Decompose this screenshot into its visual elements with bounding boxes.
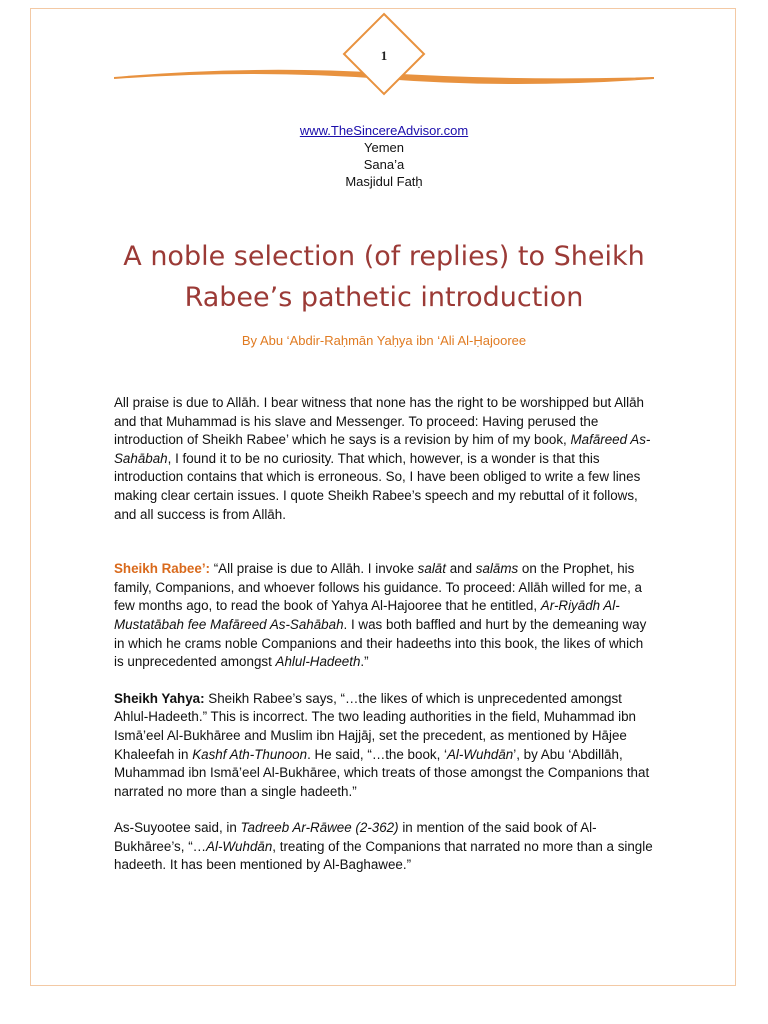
text-run: .” (360, 654, 369, 670)
title-line-1: A noble selection (of replies) to Sheikh (123, 241, 645, 272)
yahya-reply-paragraph (114, 690, 654, 802)
text-run: All praise is due to Allāh. I bear witness that none has the right to be worshipped but Allāh and that Muhammad is his slave and Messenger. To proceed: Having perused the introduction of Sheikh Rabee’ which he says is a revision by him of my book, (114, 395, 645, 448)
italic-term: Ahlul-Hadeeth (275, 654, 361, 670)
rabee-quote-paragraph (114, 560, 654, 672)
header-block (0, 122, 768, 190)
text-run: in mention of the said book of Al-Bukhāree’s, “… (114, 820, 597, 854)
text-run: on the Prophet, his family, Companions, and whoever follows his guidance. To proceed: Allāh willed for me, a few months ago, to read the book of Yahya Al-Hajooree that he entitled, (114, 561, 642, 614)
intro-paragraph (114, 394, 654, 524)
title-line-2: Rabee’s pathetic introduction (184, 282, 584, 313)
book-title: Al-Wuhdān (447, 746, 514, 762)
city-line: Sana’a (363, 157, 405, 172)
book-title: Tadreeb Ar-Rāwee (2-362) (240, 820, 399, 836)
italic-term: salāms (475, 561, 519, 577)
text-run: and (445, 561, 476, 577)
masjid-line: Masjidul Fatḥ (345, 174, 423, 189)
body-content (114, 394, 654, 893)
italic-term: salāt (417, 561, 446, 577)
author-line: By Abu ‘Abdir-Raḥmān Yaḥya ibn ‘Ali Al-Ḥajooree (241, 333, 527, 348)
text-run: . He said, “…the book, ‘ (307, 746, 447, 762)
text-run: . I was both baffled and hurt by the demeaning way in which he crams noble Companions and their hadeeths into this book, the likes of which is unprecedented amongst (114, 616, 647, 670)
text-run: , I found it to be no curiosity. That which, however, is a wonder is that this introduction contains that which is erroneous. So, I have been obliged to write a few lines making clear certain issues. I quote Sheikh Rabee’s speech and my rebuttal of it follows, and all success is from Allāh. (114, 450, 641, 522)
page-number: 1 (380, 48, 388, 63)
document-title (80, 236, 688, 318)
book-title: Mafāreed As-Sahābah (114, 432, 651, 466)
book-title: Al-Wuhdān (206, 838, 273, 854)
book-title: Kashf Ath-Thunoon (192, 746, 308, 762)
text-run: Sheikh Rabee’s says, “…the likes of which is unprecedented amongst Ahlul-Hadeeth.” This is incorrect. The two leading authorities in the field, Muhammad ibn Ismā’eel Al-Bukhāree and Muslim ibn Hajjāj, set the precedent, as mentioned by Hājee Khaleefah in (114, 690, 637, 762)
book-title: Ar-Riyādh Al-Mustatābah fee Mafāreed As-Sahābah (114, 598, 620, 632)
spacer (114, 542, 654, 560)
suyootee-paragraph (114, 819, 654, 875)
text-run: “All praise is due to Allāh. I invoke (210, 561, 418, 577)
website-link[interactable]: www.TheSincereAdvisor.com (299, 123, 469, 138)
country-line: Yemen (364, 140, 404, 155)
text-run: ’, by Abu ‘Abdillāh, Muhammad ibn Ismā’eel Al-Bukhāree, which treats of those amongst the Companions that narrated no more than a single hadeeth.” (114, 746, 650, 799)
text-run: As-Suyootee said, in (114, 820, 241, 836)
text-run: , treating of the Companions that narrated no more than a single hadeeth. It has been mentioned by Al-Baghawee.” (114, 838, 653, 873)
speaker-label: Sheikh Yahya: (114, 690, 205, 706)
speaker-label: Sheikh Rabee’: (114, 561, 210, 577)
